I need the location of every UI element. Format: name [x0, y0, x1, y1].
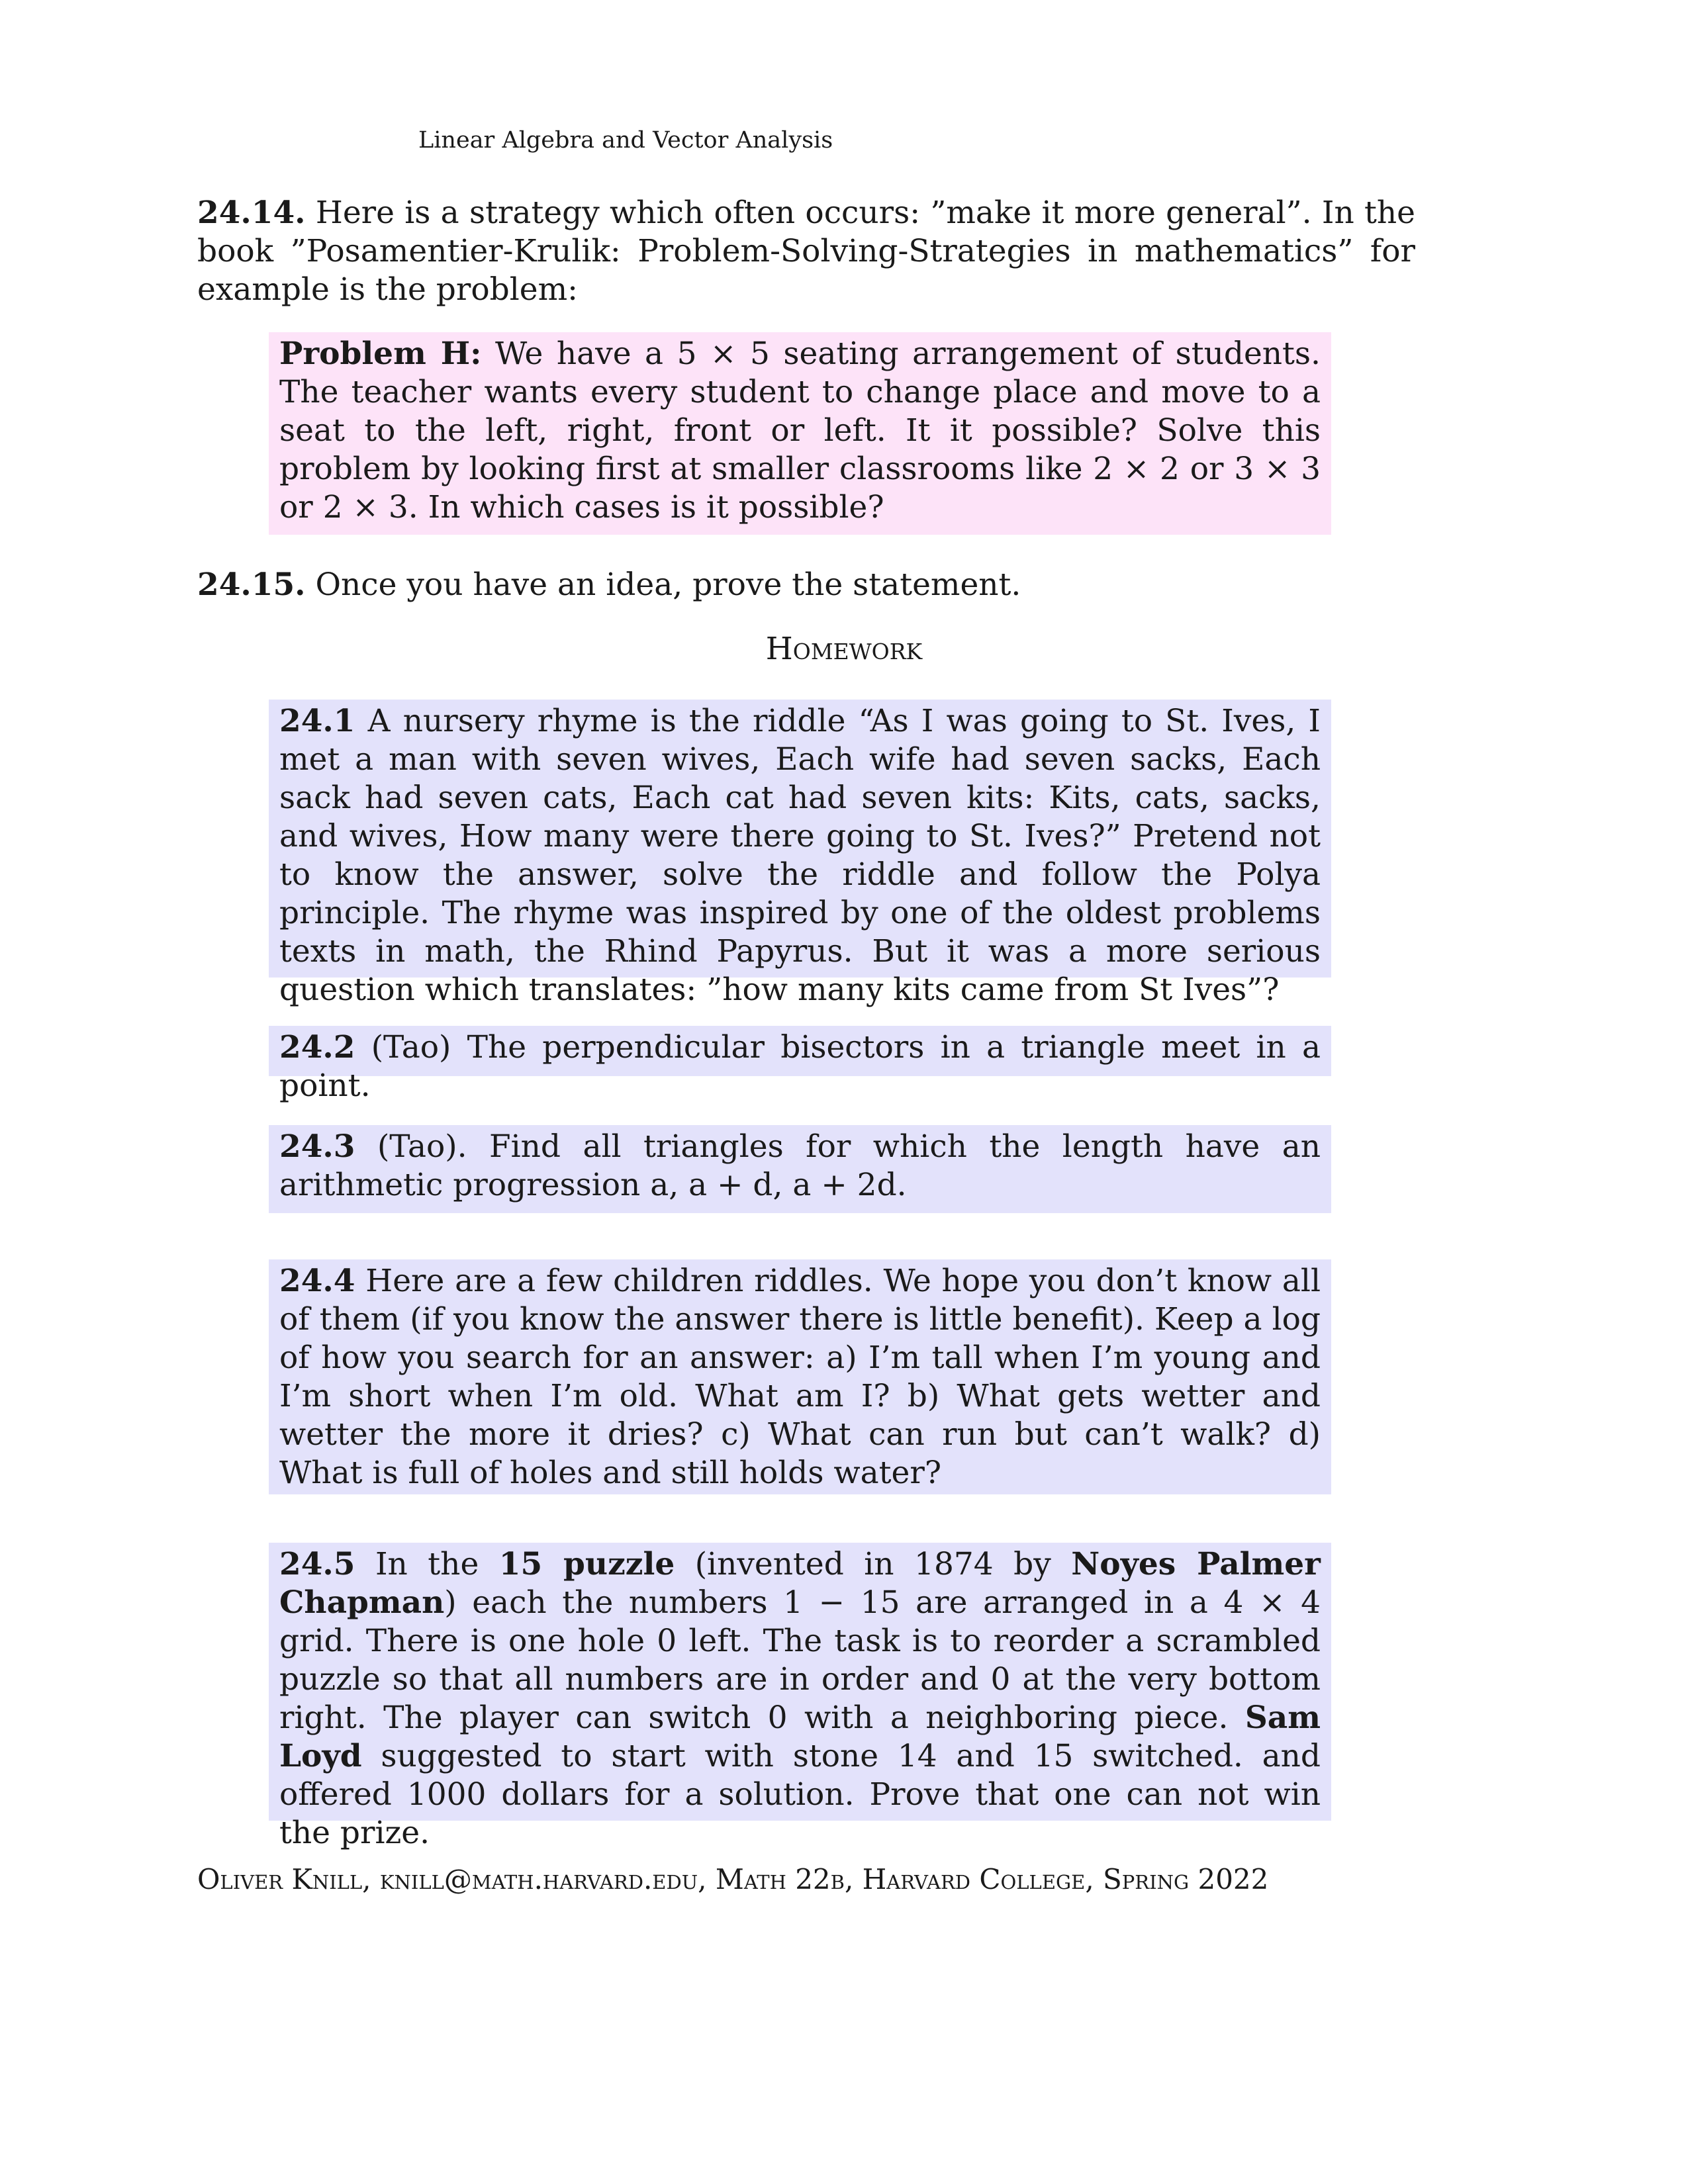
homework-number: 24.1: [279, 703, 355, 739]
homework-text: ) each the numbers 1 − 15 are arranged in a 4 × 4 grid. There is one hole 0 left. The task is to reorder a scrambled puzzle so that all numbers are in order and 0 at the very bottom right. The player can switch 0 with a neighboring piece.: [279, 1584, 1321, 1736]
homework-24-1: [269, 700, 1331, 1008]
person-name: Sam Loyd: [279, 1700, 1321, 1774]
homework-24-5: [269, 1543, 1331, 1851]
problem-text: We have a 5 × 5 seating arrangement of students. The teacher wants every student to change place and move to a seat to the left, right, front or left. It it possible? Solve this problem by looking first at smaller classrooms like 2 × 2 or 3 × 3 or 2 × 3. In which cases is it possible?: [279, 336, 1321, 525]
problem-label: Problem H:: [279, 336, 482, 372]
homework-number: 24.3: [279, 1128, 355, 1165]
homework-24-3: [269, 1125, 1331, 1213]
problem-h-box: [269, 332, 1331, 535]
exercise-number: 24.14.: [197, 195, 306, 231]
exercise-text: Here is a strategy which often occurs: ”make it more general”. In the book ”Posamentier-Krulik: Problem-Solving-Strategies in mathematics” for example is the problem:: [197, 195, 1415, 308]
homework-24-4: [269, 1259, 1331, 1494]
homework-number: 24.5: [279, 1546, 355, 1582]
puzzle-name: 15 puzzle: [498, 1546, 675, 1582]
homework-text: A nursery rhyme is the riddle “As I was going to St. Ives, I met a man with seven wives, Each wife had seven sacks, Each sack had seven cats, Each cat had seven kits: Kits, cats, sacks, and wives, How many were there going to St. Ives?” Pretend not to know the answer, solve the riddle and follow the Polya principle. The rhyme was inspired by one of the oldest problems texts in math, the Rhind Papyrus. But it was a more serious question which translates: ”how many kits came from St Ives”?: [279, 703, 1321, 1008]
homework-text: (invented in 1874 by: [694, 1546, 1051, 1582]
homework-number: 24.2: [279, 1029, 355, 1066]
homework-text: suggested to start with stone 14 and 15 switched. and offered 1000 dollars for a solution. Prove that one can not win the prize.: [279, 1738, 1321, 1851]
homework-heading: Homework: [765, 631, 923, 667]
exercise-text: Once you have an idea, prove the statement.: [315, 567, 1021, 603]
homework-24-2: [269, 1026, 1331, 1104]
exercise-number: 24.15.: [197, 567, 306, 603]
homework-text: (Tao). Find all triangles for which the length have an arithmetic progression a, a + d, a + 2d.: [279, 1128, 1321, 1203]
exercise-24-15: [197, 566, 1415, 604]
homework-text: Here are a few children riddles. We hope you don’t know all of them (if you know the answer there is little benefit). Keep a log of how you search for an answer: a) I’m tall when I’m young and I’m short when I’m old. What am I? b) What gets wetter and wetter the more it dries? c) What can run but can’t walk? d) What is full of holes and still holds water?: [279, 1263, 1321, 1491]
homework-text: (Tao) The perpendicular bisectors in a triangle meet in a point.: [279, 1029, 1321, 1104]
running-head: Linear Algebra and Vector Analysis: [418, 127, 833, 154]
homework-text: In the: [375, 1546, 479, 1582]
homework-number: 24.4: [279, 1263, 355, 1299]
page-footer: Oliver Knill, knill@math.harvard.edu, Math 22b, Harvard College, Spring 2022: [197, 1863, 1269, 1895]
inventor-name: Noyes Palmer Chapman: [279, 1546, 1321, 1621]
exercise-24-14: [197, 194, 1415, 309]
